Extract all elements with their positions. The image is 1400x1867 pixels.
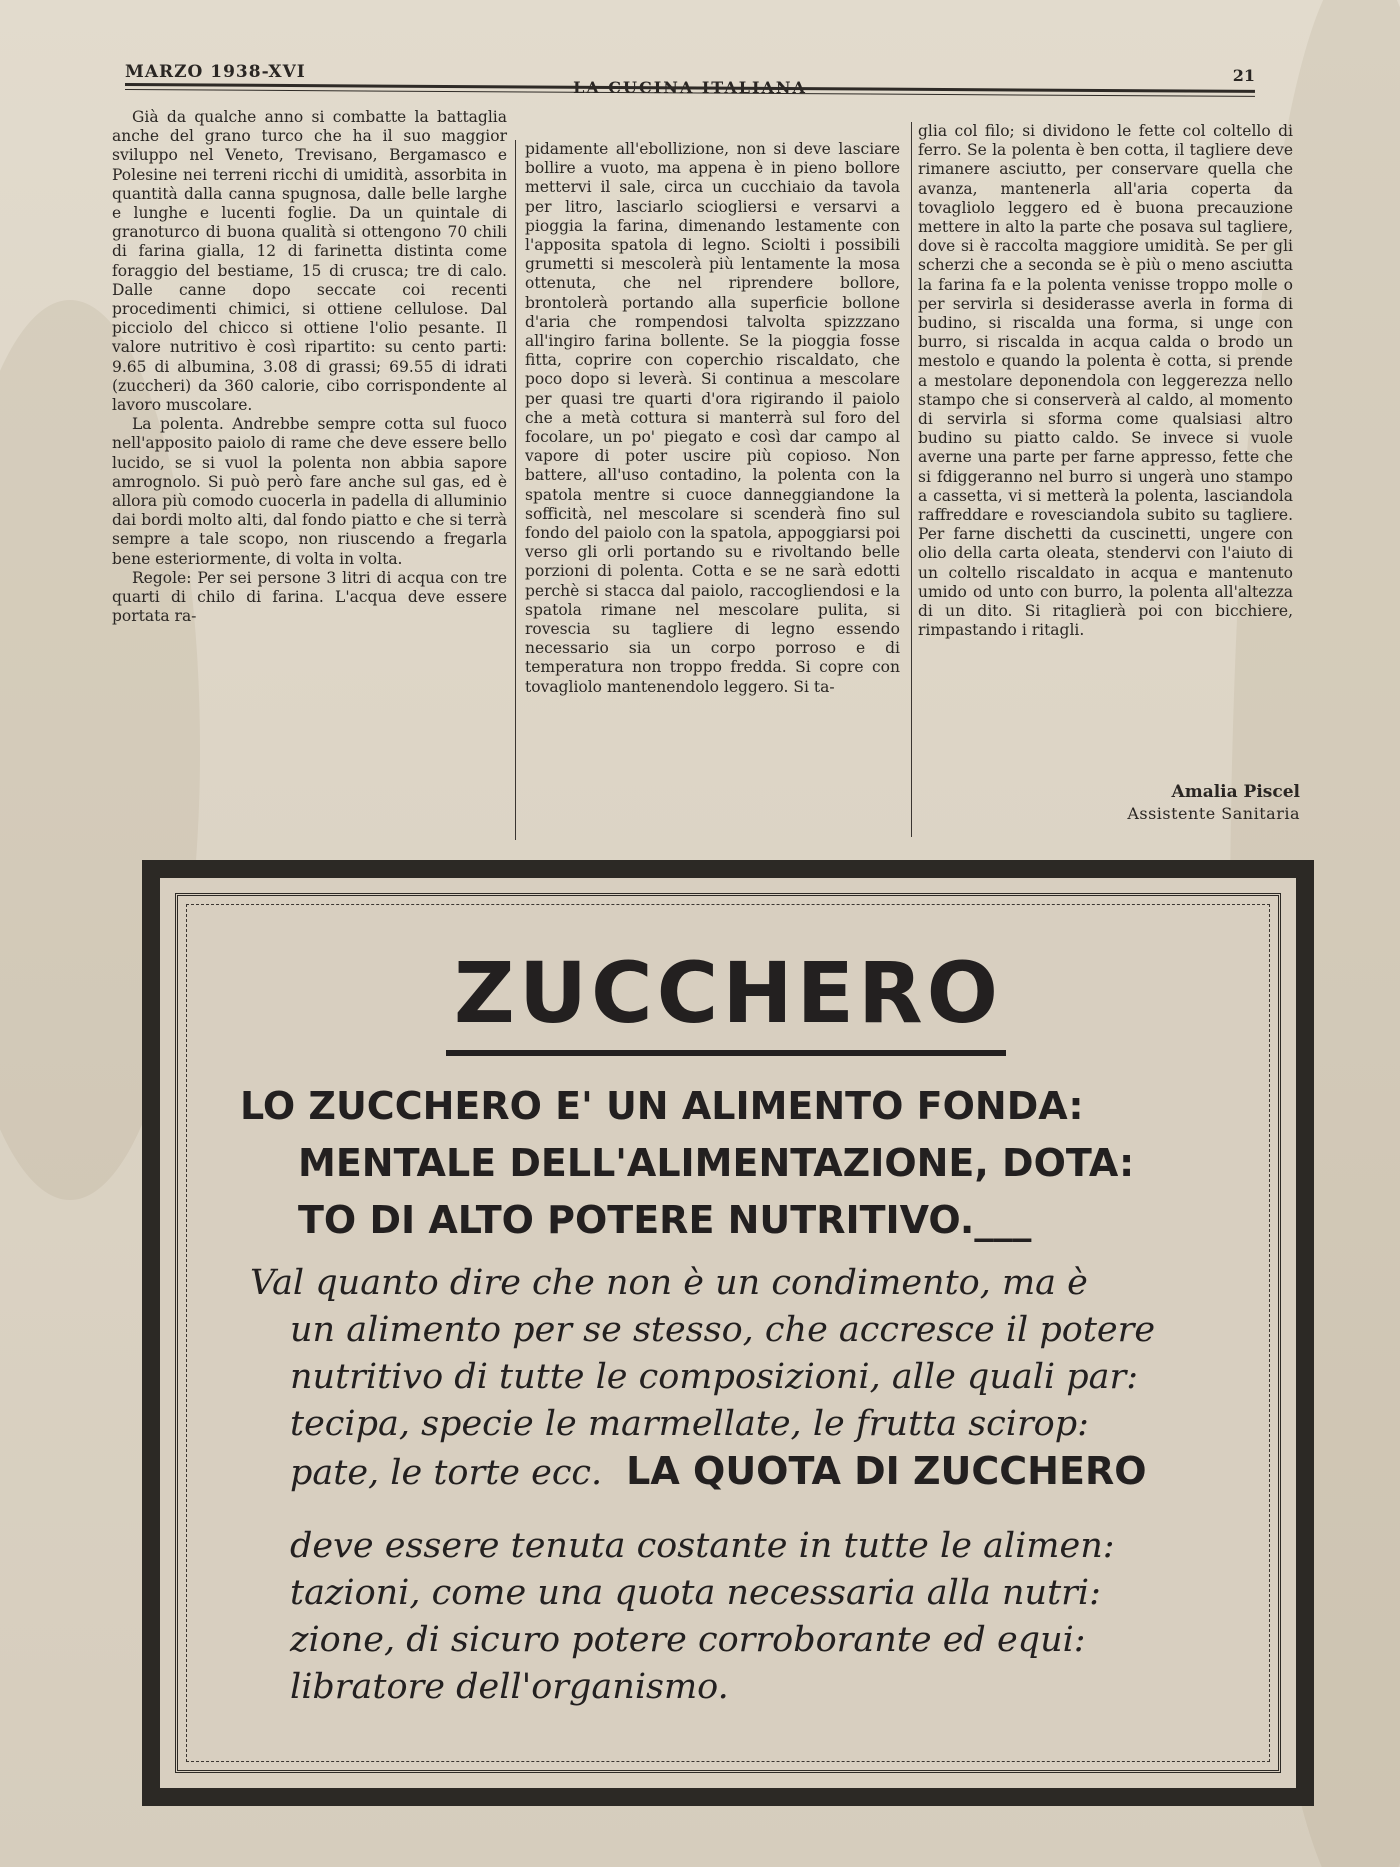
paragraph: pidamente all'ebollizione, non si deve lasciare bollire a vuoto, ma appena è in pieno bollore mettervi il sale, circa un cucchiaio da tavola per litro, lasciarlo sciogliersi e versarvi a pioggia la farina, dimenando lestamente con l'apposita spatola di legno. Sciolti i possibili grumetti si mescolerà più lentamente la mosa ottenuta, che nel riprendere bollore, brontolerà portando alla superficie bollone d'aria che rompendosi talvolta spizzzano all'ingiro farina bollente. Se la pioggia fosse fitta, coprire con coperchio riscaldato, che poco dopo si leverà. Si continua a mescolare per quasi tre quarti d'ora rigirando il paiolo che a metà cottura si manterrà sul foro del focolare, un po' piegato e così dar campo al vapore di poter uscire più copioso. Non battere, all'uso contadino, la polenta con la spatola mentre si cuoce danneggiandone la sofficità, nel mescolare si scenderà fino sul fondo del paiolo con la spatola, appoggiarsi poi verso gli orli portando su e rivoltando belle porzioni di polenta. Cotta e se ne sarà edotti perchè si stacca dal paiolo, raccogliendosi e la spatola rimane nel mescolare pulita, si rovescia su tagliere di legno essendo necessario sia un corpo porroso e di temperatura non troppo fredda. Si copre con tovagliolo mantenendolo leggero. Si ta- — [525, 140, 900, 696]
magazine-title: LA CUCINA ITALIANA — [573, 78, 807, 97]
paragraph: Già da qualche anno si combatte la battaglia anche del grano turco che ha il suo maggior sviluppo nel Veneto, Trevisano, Bergamasco e Polesine nei terreni ricchi di umidità, assorbita in quantità dalla canna spugnosa, dalle belle larghe e lunghe e lucenti foglie. Da un quintale di granoturco di buona qualità si ottengono 70 chili di farina gialla, 12 di farinetta distinta come foraggio del bestiame, 15 di crusca; tre di calo. Dalle canne dopo seccate coi recenti procedimenti chimici, si ottiene cellulose. Dal picciolo del chicco si ottiene l'olio pesante. Il valore nutritivo è così ripartito: su cento parti: 9.65 di albumina, 3.08 di grassi; 69.55 di idrati (zuccheri) da 360 calorie, cibo corrispondente al lavoro muscolare. — [112, 108, 507, 415]
author-title: Assistente Sanitaria — [1127, 804, 1300, 823]
paragraph: Regole: Per sei persone 3 litri di acqua con tre quarti di chilo di farina. L'acqua deve essere portata ra- — [112, 568, 507, 626]
ad-subheading: LA QUOTA DI ZUCCHERO — [626, 1449, 1147, 1493]
author-name: Amalia Piscel — [1171, 782, 1300, 802]
article-column-3 — [900, 122, 1293, 640]
article-column-1 — [112, 108, 507, 626]
paragraph: La polenta. Andrebbe sempre cotta sul fuoco nell'apposito paiolo di rame che deve essere bello lucido, se si vuol la polenta non abbia sapore amrognolo. Si può però fare anche sul gas, ed è allora più comodo cuocerla in padella di alluminio dai bordi molto alti, dal fondo piatto e che si terrà sempre a tale scopo, non riuscendo a fregarla bene esteriormente, di volta in volta. — [112, 415, 507, 568]
ad-headline-line: TO DI ALTO POTERE NUTRITIVO.___ — [298, 1198, 1032, 1242]
zucchero-advertisement — [142, 860, 1314, 1806]
ad-script-line: zione, di sicuro potere corroborante ed equi: — [290, 1620, 1086, 1660]
ad-script-text-2 — [250, 1523, 1150, 1711]
ad-script-line: tazioni, come una quota necessaria alla nutri: — [290, 1573, 1101, 1613]
ad-script-line: un alimento per se stesso, che accresce il potere — [290, 1310, 1156, 1350]
ad-script-line: nutritivo di tutte le composizioni, alle quali par: — [290, 1357, 1139, 1397]
issue-date: MARZO 1938-XVI — [125, 62, 306, 82]
ad-script-line: Val quanto dire che non è un condimento, ma è — [250, 1263, 1088, 1303]
ad-headline-line: LO ZUCCHERO E' UN ALIMENTO FONDA: — [240, 1084, 1084, 1128]
paragraph: glia col filo; si dividono le fette col coltello di ferro. Se la polenta è ben cotta, il tagliere deve rimanere asciutto, per conservare quella che avanza, mantenerla all'aria coperta da tovagliolo leggero ed è buona precauzione mettere in alto la parte che posava sul tagliere, dove si è raccolta maggiore umidità. Se per gli scherzi che a seconda se è più o meno asciutta la farina fa e la polenta venisse troppo molle o per servirla si desiderasse averla in forma di budino, si riscalda una forma, si unge con burro, si riscalda in acqua calda o brodo un mestolo e quando la polenta è cotta, si prende a mestolare deponendola con leggerezza nello stampo che si conserverà al caldo, al momento di servirla si sforma come qualsiasi altro budino su piatto caldo. Se invece si vuole averne una parte per farne appresso, fette che si fdiggeranno nel burro si ungerà uno stampo a cassetta, vi si metterà la polenta, lasciandola raffreddare e rovesciandola subito su tagliere. Per farne dischetti da cuscinetti, ungere con olio della carta oleata, stendervi con l'aiuto di un coltello riscaldato in acqua e mantenuto umido od unto con burro, la polenta all'altezza di un dito. Si ritaglierà poi con bicchiere, rimpastando i ritagli. — [918, 122, 1293, 640]
ad-headline — [240, 1078, 1140, 1249]
column-divider — [515, 140, 516, 840]
ad-script-line: pate, le torte ecc. — [290, 1453, 603, 1493]
ad-title: ZUCCHERO — [453, 944, 1003, 1042]
ad-script-line: deve essere tenuta costante in tutte le alimen: — [290, 1526, 1115, 1566]
ad-script-line: libratore dell'organismo. — [290, 1667, 729, 1707]
article-column-2 — [525, 140, 900, 697]
author-signature — [1010, 782, 1300, 823]
ad-headline-line: MENTALE DELL'ALIMENTAZIONE, DOTA: — [298, 1141, 1135, 1185]
ad-title-underline — [446, 1050, 1006, 1056]
ad-script-text-1 — [250, 1260, 1156, 1497]
ad-script-line: tecipa, specie le marmellate, le frutta scirop: — [290, 1404, 1089, 1444]
page-number: 21 — [1232, 66, 1255, 85]
